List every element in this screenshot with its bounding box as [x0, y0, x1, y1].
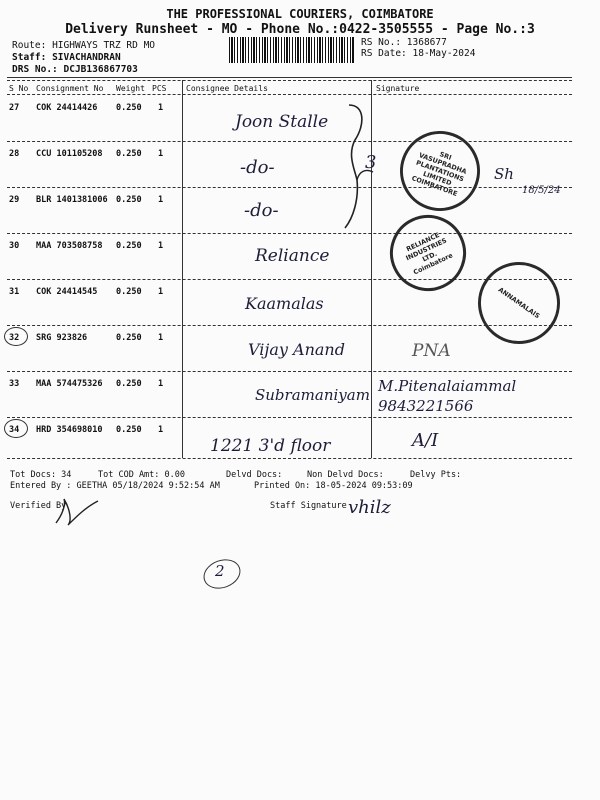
- signature-scribble: Sh: [494, 165, 514, 183]
- col-header-signature: Signature: [376, 84, 420, 93]
- row-divider: [7, 417, 572, 418]
- row-pcs: 1: [158, 333, 164, 343]
- company-name: THE PROFESSIONAL COURIERS, COIMBATORE: [166, 7, 434, 21]
- row-consignee: Vijay Anand: [248, 340, 345, 359]
- row-consignment-no: COK 24414545: [36, 287, 98, 297]
- entered-by: Entered By : GEETHA 05/18/2024 9:52:54 AM: [10, 481, 220, 491]
- runsheet-title: Delivery Runsheet - MO - Phone No.:0422-3505555 - Page No.:3: [65, 22, 535, 37]
- row-consignee: Subramaniyam: [255, 386, 370, 404]
- row-pcs: 1: [158, 241, 164, 251]
- row-consignment-no: MAA 703508758: [36, 241, 103, 251]
- route-line: Route: HIGHWAYS TRZ RD MO: [12, 40, 156, 51]
- row-sno: 31: [9, 287, 20, 297]
- row-consignment-no: MAA 574475326: [36, 379, 103, 389]
- row-divider: [7, 371, 572, 372]
- row-consignee: Joon Stalle: [235, 112, 329, 132]
- total-cod: Tot COD Amt: 0.00: [98, 470, 185, 480]
- row-consignee: -do-: [240, 157, 275, 178]
- row-sno: 33: [9, 379, 20, 389]
- signature-date: 18/5/24: [522, 185, 561, 196]
- row-divider: [7, 187, 572, 188]
- row-signature: A/I: [412, 430, 439, 451]
- col-header-pcs: PCS: [152, 84, 167, 93]
- company-stamp-1: SRI VASUPRADHA PLANTATIONS LIMITED COIMBATORE: [389, 120, 492, 223]
- header-divider: [7, 94, 572, 95]
- row-divider: [7, 458, 572, 459]
- row-sno: 28: [9, 149, 20, 159]
- row-weight: 0.250: [116, 103, 142, 113]
- delivered-docs: Delvd Docs:: [226, 470, 283, 480]
- col-divider-consignee: [182, 80, 183, 458]
- row-weight: 0.250: [116, 241, 142, 251]
- company-stamp-3: ANNAMALAIS: [462, 246, 576, 360]
- row-pcs: 1: [158, 425, 164, 435]
- table-top-border-2: [7, 80, 572, 81]
- row-consignee: Kaamalas: [245, 294, 324, 313]
- verified-by-label: Verified By: [10, 501, 67, 511]
- row-consignment-no: SRG 923826: [36, 333, 88, 343]
- bracket-note: 3: [365, 152, 377, 173]
- staff-signature-label: Staff Signature: [270, 501, 347, 511]
- staff-line: Staff: SIVACHANDRAN: [12, 52, 121, 63]
- printed-on: Printed On: 18-05-2024 09:53:09: [254, 481, 413, 491]
- row-pcs: 1: [158, 149, 164, 159]
- total-docs: Tot Docs: 34: [10, 470, 72, 480]
- row-divider: [7, 141, 572, 142]
- barcode: [229, 37, 354, 63]
- row-weight: 0.250: [116, 425, 142, 435]
- row-consignee: -do-: [244, 200, 279, 221]
- row-pcs: 1: [158, 287, 164, 297]
- row-signature: M.Pitenalaiammal 9843221566: [378, 377, 517, 415]
- row-consignment-no: BLR 1401381006: [36, 195, 108, 205]
- row-sno: 29: [9, 195, 20, 205]
- delivery-points: Delvy Pts:: [410, 470, 462, 480]
- table-top-border: [7, 77, 572, 78]
- col-header-consignee: Consignee Details: [186, 84, 268, 93]
- circled-number: 2: [215, 562, 225, 580]
- row-weight: 0.250: [116, 333, 142, 343]
- row-consignment-no: HRD 354698010: [36, 425, 103, 435]
- row-sno: 27: [9, 103, 20, 113]
- row-consignee: Reliance: [255, 246, 330, 266]
- drs-line: DRS No.: DCJB136867703: [12, 64, 138, 75]
- row-divider: [7, 233, 572, 234]
- row-weight: 0.250: [116, 287, 142, 297]
- row-consignment-no: CCU 101105208: [36, 149, 103, 159]
- col-header-consignment: Consignment No: [36, 84, 104, 93]
- rs-no-line: RS No.: 1368677: [361, 37, 447, 48]
- row-sno: 34: [9, 425, 20, 435]
- row-consignee: 1221 3'd floor: [210, 436, 331, 456]
- company-stamp-2: RELIANCE INDUSTRIES LTD. Coimbatore: [378, 203, 479, 304]
- row-sno: 30: [9, 241, 20, 251]
- staff-signature: vhilz: [348, 497, 391, 518]
- row-weight: 0.250: [116, 195, 142, 205]
- row-consignment-no: COK 24414426: [36, 103, 98, 113]
- col-header-sno: S No: [9, 84, 29, 93]
- row-signature: PNA: [412, 341, 451, 361]
- row-pcs: 1: [158, 379, 164, 389]
- non-delivered-docs: Non Delvd Docs:: [307, 470, 384, 480]
- row-weight: 0.250: [116, 149, 142, 159]
- row-pcs: 1: [158, 195, 164, 205]
- verified-signature: [52, 495, 102, 530]
- row-weight: 0.250: [116, 379, 142, 389]
- rs-date-line: RS Date: 18-May-2024: [361, 48, 476, 59]
- row-sno: 32: [9, 333, 20, 343]
- col-header-weight: Weight: [116, 84, 145, 93]
- row-pcs: 1: [158, 103, 164, 113]
- bracket-annotation: [335, 100, 385, 235]
